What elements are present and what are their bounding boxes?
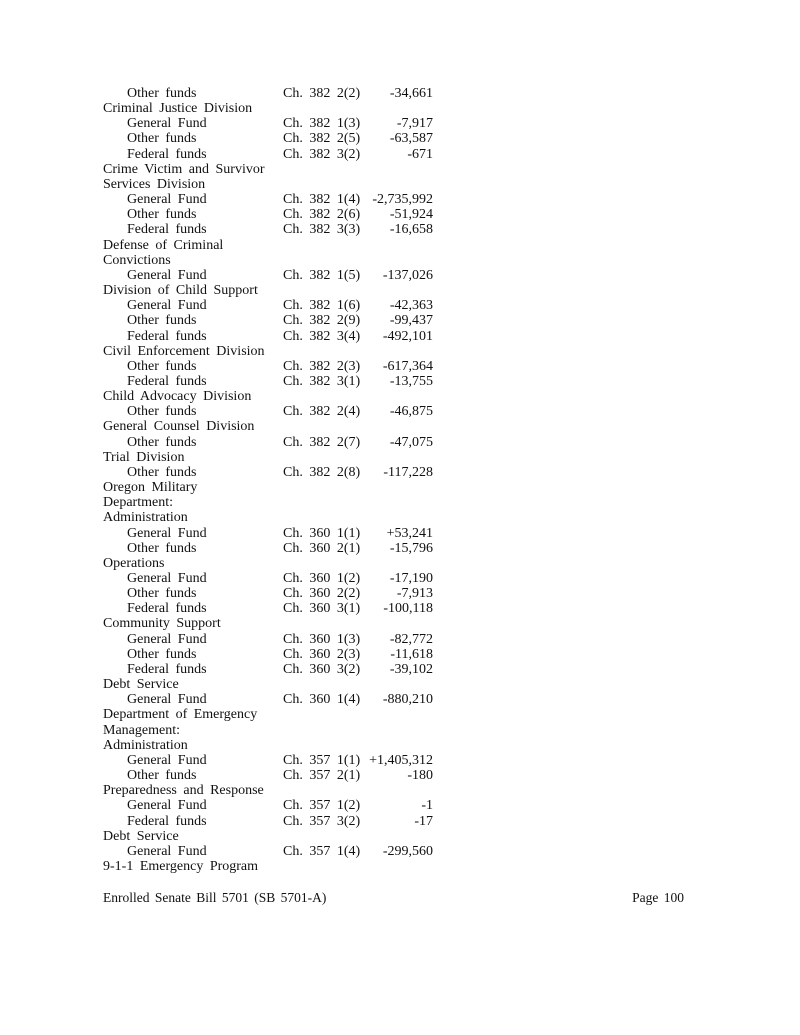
row-label: Community Support xyxy=(103,616,221,632)
row-label: Administration xyxy=(103,737,188,753)
table-row xyxy=(103,495,433,510)
table-row xyxy=(103,389,433,404)
row-amount: -15,796 xyxy=(389,540,433,556)
row-amount: -51,924 xyxy=(389,207,433,223)
row-label: Other funds xyxy=(127,404,197,420)
row-amount: -7,913 xyxy=(396,586,433,602)
row-label: Operations xyxy=(103,555,165,571)
row-label: Debt Service xyxy=(103,828,179,844)
table-row xyxy=(103,465,433,480)
row-amount: -17,190 xyxy=(389,571,433,586)
table-row xyxy=(103,662,433,677)
footer-bill-title: Enrolled Senate Bill 5701 (SB 5701-A) xyxy=(103,890,327,905)
row-chapter-ref: Ch. 360 1(2) xyxy=(283,571,361,586)
row-amount: -880,210 xyxy=(382,692,433,708)
row-amount: -82,772 xyxy=(389,631,433,647)
row-label: General Fund xyxy=(127,571,207,586)
row-label: Trial Division xyxy=(103,449,185,465)
row-amount: -117,228 xyxy=(383,464,433,480)
row-amount: -99,437 xyxy=(389,313,433,329)
table-row xyxy=(103,768,433,783)
row-chapter-ref: Ch. 360 2(3) xyxy=(283,646,361,662)
row-chapter-ref: Ch. 357 3(2) xyxy=(283,813,361,829)
table-row xyxy=(103,298,433,313)
row-label: Preparedness and Response xyxy=(103,783,264,799)
table-row xyxy=(103,162,433,177)
row-label: Debt Service xyxy=(103,677,179,693)
table-row xyxy=(103,814,433,829)
table-row xyxy=(103,268,433,283)
row-label: Defense of Criminal xyxy=(103,237,224,253)
table-row xyxy=(103,450,433,465)
table-row xyxy=(103,131,433,146)
table-row xyxy=(103,238,433,253)
row-chapter-ref: Ch. 360 3(2) xyxy=(283,661,361,677)
row-label: General Fund xyxy=(127,267,207,283)
row-amount: -492,101 xyxy=(382,328,433,344)
row-label: Other funds xyxy=(127,434,197,450)
row-chapter-ref: Ch. 382 3(4) xyxy=(283,328,361,344)
row-amount: -299,560 xyxy=(382,843,433,859)
row-label: General Counsel Division xyxy=(103,419,255,435)
footer-page-number: Page 100 xyxy=(632,890,684,905)
table-row xyxy=(103,647,433,662)
row-label: Other funds xyxy=(127,86,197,101)
table-row xyxy=(103,783,433,798)
row-label: Child Advocacy Division xyxy=(103,389,252,405)
row-chapter-ref: Ch. 360 3(1) xyxy=(283,601,361,617)
row-amount: +53,241 xyxy=(386,525,433,541)
table-row xyxy=(103,222,433,237)
row-chapter-ref: Ch. 382 1(6) xyxy=(283,298,361,314)
row-amount: -17 xyxy=(414,813,433,829)
table-row xyxy=(103,435,433,450)
row-label: Oregon Military xyxy=(103,480,198,496)
row-chapter-ref: Ch. 382 1(3) xyxy=(283,116,361,132)
row-amount: -137,026 xyxy=(382,267,433,283)
table-row xyxy=(103,344,433,359)
row-amount: -13,755 xyxy=(389,373,433,389)
table-row xyxy=(103,859,433,874)
row-chapter-ref: Ch. 382 2(3) xyxy=(283,358,361,374)
row-chapter-ref: Ch. 382 2(8) xyxy=(283,464,361,480)
table-row xyxy=(103,374,433,389)
table-row xyxy=(103,116,433,131)
row-label: General Fund xyxy=(127,192,207,208)
table-row xyxy=(103,510,433,525)
row-amount: -16,658 xyxy=(389,222,433,238)
table-row xyxy=(103,177,433,192)
row-label: Other funds xyxy=(127,768,197,784)
table-row xyxy=(103,283,433,298)
table-row xyxy=(103,586,433,601)
row-chapter-ref: Ch. 382 2(7) xyxy=(283,434,361,450)
row-label: Administration xyxy=(103,510,188,526)
row-label: Convictions xyxy=(103,252,171,268)
row-label: Division of Child Support xyxy=(103,283,258,299)
row-amount: -11,618 xyxy=(390,646,433,662)
row-chapter-ref: Ch. 382 3(3) xyxy=(283,222,361,238)
row-chapter-ref: Ch. 382 3(2) xyxy=(283,146,361,162)
table-row xyxy=(103,571,433,586)
table-row xyxy=(103,616,433,631)
row-label: General Fund xyxy=(127,525,207,541)
table-row xyxy=(103,313,433,328)
table-row xyxy=(103,253,433,268)
row-chapter-ref: Ch. 382 2(9) xyxy=(283,313,361,329)
table-row xyxy=(103,404,433,419)
row-label: Federal funds xyxy=(127,601,207,617)
row-amount: +1,405,312 xyxy=(369,752,433,768)
table-row xyxy=(103,86,433,101)
row-chapter-ref: Ch. 360 2(2) xyxy=(283,586,361,602)
row-label: Crime Victim and Survivor xyxy=(103,161,265,177)
row-amount: -2,735,992 xyxy=(372,192,433,208)
row-chapter-ref: Ch. 382 2(2) xyxy=(283,86,361,101)
table-row xyxy=(103,798,433,813)
row-label: General Fund xyxy=(127,798,207,814)
row-label: Criminal Justice Division xyxy=(103,101,253,117)
row-label: 9-1-1 Emergency Program xyxy=(103,858,259,874)
table-row xyxy=(103,526,433,541)
row-chapter-ref: Ch. 360 2(1) xyxy=(283,540,361,556)
row-chapter-ref: Ch. 382 3(1) xyxy=(283,373,361,389)
row-amount: -7,917 xyxy=(396,116,433,132)
row-label: Management: xyxy=(103,722,180,738)
row-chapter-ref: Ch. 360 1(1) xyxy=(283,525,361,541)
row-chapter-ref: Ch. 357 2(1) xyxy=(283,768,361,784)
row-label: Federal funds xyxy=(127,328,207,344)
row-label: General Fund xyxy=(127,298,207,314)
row-label: General Fund xyxy=(127,843,207,859)
row-label: General Fund xyxy=(127,692,207,708)
table-row xyxy=(103,541,433,556)
row-chapter-ref: Ch. 360 1(3) xyxy=(283,631,361,647)
row-label: Department of Emergency xyxy=(103,707,258,723)
table-row xyxy=(103,753,433,768)
row-amount: -42,363 xyxy=(389,298,433,314)
table-row xyxy=(103,677,433,692)
table-row xyxy=(103,829,433,844)
row-label: Civil Enforcement Division xyxy=(103,343,265,359)
row-amount: -39,102 xyxy=(389,661,433,677)
table-row xyxy=(103,419,433,434)
row-label: Other funds xyxy=(127,540,197,556)
row-chapter-ref: Ch. 382 1(5) xyxy=(283,267,361,283)
table-row xyxy=(103,601,433,616)
table-row xyxy=(103,632,433,647)
row-amount: -1 xyxy=(421,798,433,814)
table-row xyxy=(103,207,433,222)
row-chapter-ref: Ch. 357 1(4) xyxy=(283,843,361,859)
row-amount: -617,364 xyxy=(382,358,433,374)
row-amount: -180 xyxy=(407,768,433,784)
table-row xyxy=(103,147,433,162)
table-row xyxy=(103,556,433,571)
table-row xyxy=(103,692,433,707)
row-chapter-ref: Ch. 357 1(2) xyxy=(283,798,361,814)
row-chapter-ref: Ch. 382 2(4) xyxy=(283,404,361,420)
table-row xyxy=(103,723,433,738)
row-label: Federal funds xyxy=(127,373,207,389)
row-label: Other funds xyxy=(127,207,197,223)
row-amount: -671 xyxy=(407,146,433,162)
row-amount: -34,661 xyxy=(389,86,433,101)
table-row xyxy=(103,192,433,207)
row-label: General Fund xyxy=(127,116,207,132)
row-chapter-ref: Ch. 382 2(6) xyxy=(283,207,361,223)
row-label: Federal funds xyxy=(127,661,207,677)
row-label: General Fund xyxy=(127,631,207,647)
row-chapter-ref: Ch. 360 1(4) xyxy=(283,692,361,708)
row-label: Federal funds xyxy=(127,146,207,162)
row-amount: -100,118 xyxy=(383,601,433,617)
row-amount: -46,875 xyxy=(389,404,433,420)
appropriations-table xyxy=(103,86,433,874)
page-footer xyxy=(103,890,684,905)
table-row xyxy=(103,329,433,344)
table-row xyxy=(103,480,433,495)
row-label: General Fund xyxy=(127,752,207,768)
table-row xyxy=(103,844,433,859)
row-amount: -63,587 xyxy=(389,131,433,147)
row-label: Other funds xyxy=(127,313,197,329)
row-label: Other funds xyxy=(127,131,197,147)
row-chapter-ref: Ch. 382 2(5) xyxy=(283,131,361,147)
row-amount: -47,075 xyxy=(389,434,433,450)
row-label: Department: xyxy=(103,495,173,511)
row-label: Services Division xyxy=(103,176,206,192)
row-label: Federal funds xyxy=(127,813,207,829)
row-chapter-ref: Ch. 357 1(1) xyxy=(283,752,361,768)
table-row xyxy=(103,101,433,116)
table-row xyxy=(103,707,433,722)
row-label: Other funds xyxy=(127,586,197,602)
row-chapter-ref: Ch. 382 1(4) xyxy=(283,192,361,208)
row-label: Other funds xyxy=(127,358,197,374)
row-label: Other funds xyxy=(127,464,197,480)
table-row xyxy=(103,738,433,753)
table-row xyxy=(103,359,433,374)
row-label: Other funds xyxy=(127,646,197,662)
row-label: Federal funds xyxy=(127,222,207,238)
